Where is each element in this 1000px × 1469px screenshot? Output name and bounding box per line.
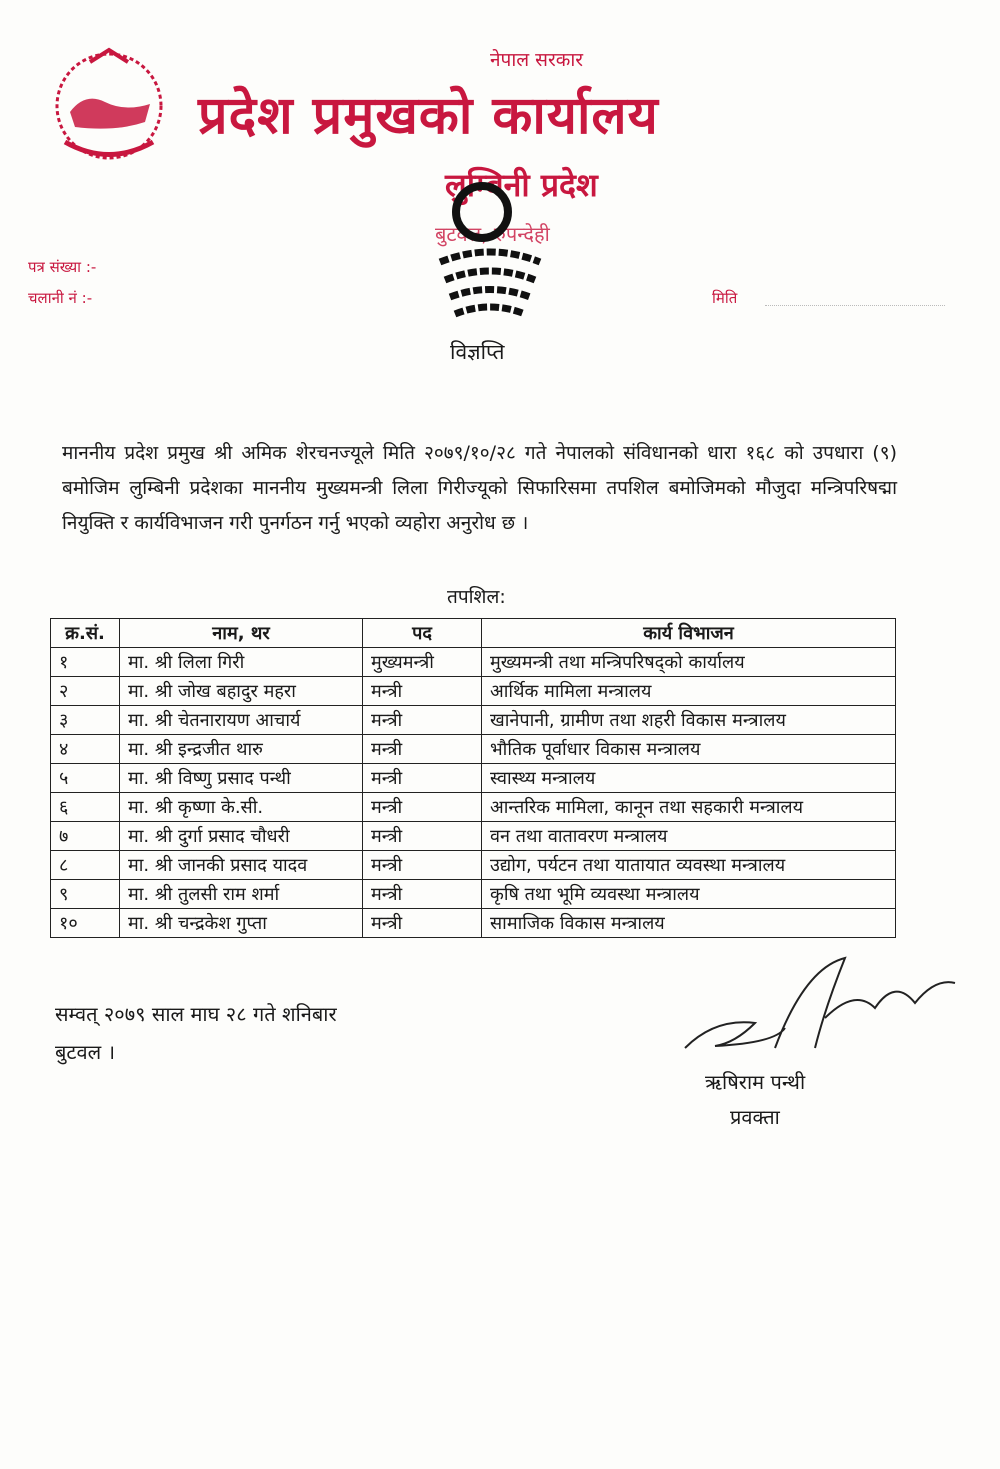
table-row [51, 851, 896, 880]
portfolio-cell: उद्योग, पर्यटन तथा यातायात व्यवस्था मन्त्रालय [482, 851, 896, 880]
portfolio-cell: कृषि तथा भूमि व्यवस्था मन्त्रालय [482, 880, 896, 909]
name-cell: मा. श्री चन्द्रकेश गुप्ता [120, 909, 363, 938]
serial-cell: ७ [51, 822, 120, 851]
table-row [51, 880, 896, 909]
serial-cell: ५ [51, 764, 120, 793]
name-cell: मा. श्री दुर्गा प्रसाद चौधरी [120, 822, 363, 851]
ref-no-label: पत्र संख्या :- [28, 258, 97, 276]
name-cell: मा. श्री विष्णु प्रसाद पन्थी [120, 764, 363, 793]
table-row [51, 735, 896, 764]
col-name: नाम, थर [120, 619, 363, 648]
post-cell: मन्त्री [363, 735, 482, 764]
name-cell: मा. श्री जानकी प्रसाद यादव [120, 851, 363, 880]
portfolio-cell: आर्थिक मामिला मन्त्रालय [482, 677, 896, 706]
table-row [51, 793, 896, 822]
office-stamp-icon [420, 182, 560, 332]
notice-title: विज्ञप्ति [450, 340, 505, 364]
office-address: बुटवल, रुपन्देही [435, 222, 550, 246]
portfolio-cell: सामाजिक विकास मन्त्रालय [482, 909, 896, 938]
table-row [51, 822, 896, 851]
serial-cell: ४ [51, 735, 120, 764]
name-cell: मा. श्री तुलसी राम शर्मा [120, 880, 363, 909]
serial-cell: १ [51, 648, 120, 677]
chalani-label: चलानी नं :- [28, 289, 93, 307]
serial-cell: ६ [51, 793, 120, 822]
post-cell: मन्त्री [363, 909, 482, 938]
issue-place: बुटवल । [55, 1040, 116, 1064]
notice-body: माननीय प्रदेश प्रमुख श्री अमिक शेरचनज्यूले मिति २०७९/१०/२८ गते नेपालको संविधानको धारा १६८ को उपधारा (९) बमोजिम लुम्बिनी प्रदेशका माननीय मुख्यमन्त्री लिला गिरीज्यूको सिफारिसमा तपशिल बमोजिमको मौजुदा मन्त्रिपरिषद्मा नियुक्ति र कार्यविभाजन गरी पुनर्गठन गर्नु भएको व्यहोरा अनुरोध छ । [62, 442, 897, 534]
name-cell: मा. श्री चेतनारायण आचार्य [120, 706, 363, 735]
name-cell: मा. श्री लिला गिरी [120, 648, 363, 677]
table-row [51, 764, 896, 793]
col-post: पद [363, 619, 482, 648]
portfolio-cell: भौतिक पूर्वाधार विकास मन्त्रालय [482, 735, 896, 764]
post-cell: मन्त्री [363, 851, 482, 880]
post-cell: मन्त्री [363, 880, 482, 909]
date-line [765, 305, 945, 306]
government-label: नेपाल सरकार [490, 49, 584, 71]
nepal-emblem-icon [45, 42, 173, 167]
portfolio-cell: मुख्यमन्त्री तथा मन्त्रिपरिषद्को कार्यालय [482, 648, 896, 677]
table-header-row [51, 619, 896, 648]
table-row [51, 909, 896, 938]
post-cell: मन्त्री [363, 822, 482, 851]
post-cell: मन्त्री [363, 793, 482, 822]
signature-icon [675, 948, 960, 1063]
portfolio-cell: वन तथा वातावरण मन्त्रालय [482, 822, 896, 851]
date-label: मिति [712, 289, 738, 307]
serial-cell: २ [51, 677, 120, 706]
issue-date: सम्वत् २०७९ साल माघ २८ गते शनिबार [55, 1002, 337, 1026]
post-cell: मुख्यमन्त्री [363, 648, 482, 677]
table-row [51, 706, 896, 735]
name-cell: मा. श्री जोख बहादुर महरा [120, 677, 363, 706]
name-cell: मा. श्री इन्द्रजीत थारु [120, 735, 363, 764]
serial-cell: १० [51, 909, 120, 938]
portfolio-cell: स्वास्थ्य मन्त्रालय [482, 764, 896, 793]
table-row [51, 648, 896, 677]
post-cell: मन्त्री [363, 706, 482, 735]
post-cell: मन्त्री [363, 677, 482, 706]
post-cell: मन्त्री [363, 764, 482, 793]
serial-cell: ९ [51, 880, 120, 909]
signer-role: प्रवक्ता [730, 1105, 780, 1129]
cabinet-table [50, 618, 896, 938]
col-portfolio: कार्य विभाजन [482, 619, 896, 648]
col-serial: क्र.सं. [51, 619, 120, 648]
name-cell: मा. श्री कृष्णा के.सी. [120, 793, 363, 822]
province-name: लुम्बिनी प्रदेश [445, 166, 598, 204]
serial-cell: ८ [51, 851, 120, 880]
serial-cell: ३ [51, 706, 120, 735]
detail-label: तपशिल: [447, 586, 506, 608]
portfolio-cell: आन्तरिक मामिला, कानून तथा सहकारी मन्त्रालय [482, 793, 896, 822]
table-row [51, 677, 896, 706]
signer-name: ऋषिराम पन्थी [705, 1070, 806, 1094]
portfolio-cell: खानेपानी, ग्रामीण तथा शहरी विकास मन्त्रालय [482, 706, 896, 735]
office-title: प्रदेश प्रमुखको कार्यालय [198, 86, 659, 146]
